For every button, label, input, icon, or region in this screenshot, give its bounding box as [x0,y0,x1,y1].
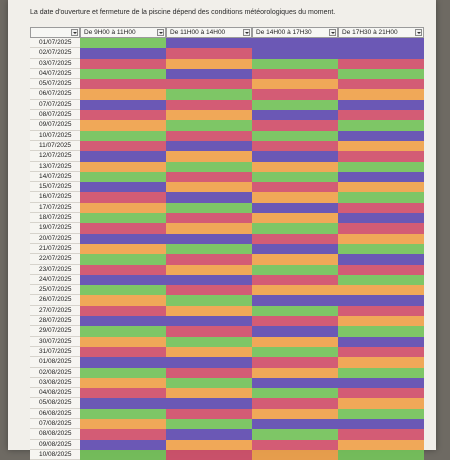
slot-cell [166,120,252,130]
slot-cell [166,203,252,213]
slot-cell [166,440,252,450]
slot-cell [252,450,338,460]
table-row [30,450,424,460]
date-cell: 09/07/2025 [30,120,80,130]
slot-cell [80,141,166,151]
date-cell: 22/07/2025 [30,254,80,264]
slot-cell [166,378,252,388]
table-row [30,79,424,89]
slot-cell [80,368,166,378]
slot-cell [166,265,252,275]
slot-cell [80,69,166,79]
slot-cell [252,368,338,378]
slot-cell [338,79,424,89]
slot-cell [166,79,252,89]
date-cell: 05/07/2025 [30,79,80,89]
slot-cell [166,388,252,398]
slot-cell [80,440,166,450]
slot-cell [338,110,424,120]
date-cell: 05/08/2025 [30,398,80,408]
date-cell: 27/07/2025 [30,306,80,316]
slot-cell [338,429,424,439]
slot-cell [80,378,166,388]
date-cell: 23/07/2025 [30,265,80,275]
table-row [30,151,424,161]
pool-hours-notice: La date d'ouverture et fermeture de la piscine dépend des conditions météorologiques du moment. [30,9,336,16]
date-cell: 13/07/2025 [30,162,80,172]
slot-cell [338,131,424,141]
slot-cell [80,89,166,99]
slot-cell [252,254,338,264]
slot-cell [252,378,338,388]
slot-cell [166,89,252,99]
slot-cell [338,337,424,347]
slot-cell [252,316,338,326]
slot-cell [166,347,252,357]
slot-cell [80,357,166,367]
date-cell: 28/07/2025 [30,316,80,326]
slot-cell [80,265,166,275]
slot-cell [80,306,166,316]
slot-cell [166,110,252,120]
table-row [30,69,424,79]
table-row [30,120,424,130]
date-cell: 24/07/2025 [30,275,80,285]
column-header-label: De 11H00 à 14H00 [170,29,226,36]
filter-dropdown-icon[interactable] [329,29,336,36]
slot-cell [252,131,338,141]
table-row [30,326,424,336]
slot-cell [166,295,252,305]
slot-cell [166,234,252,244]
table-row [30,295,424,305]
slot-cell [166,213,252,223]
slot-cell [80,429,166,439]
slot-cell [80,182,166,192]
slot-cell [252,285,338,295]
slot-cell [252,59,338,69]
slot-cell [166,326,252,336]
slot-cell [338,172,424,182]
slot-cell [166,306,252,316]
slot-cell [80,254,166,264]
slot-cell [252,192,338,202]
slot-cell [252,440,338,450]
column-header-slot-1 [80,27,166,38]
date-cell: 02/07/2025 [30,48,80,58]
slot-cell [166,141,252,151]
date-cell: 15/07/2025 [30,182,80,192]
slot-cell [252,409,338,419]
slot-cell [166,69,252,79]
date-cell: 18/07/2025 [30,213,80,223]
table-row [30,141,424,151]
slot-cell [80,162,166,172]
slot-cell [338,192,424,202]
slot-cell [80,203,166,213]
slot-cell [166,192,252,202]
table-row [30,38,424,48]
date-cell: 08/07/2025 [30,110,80,120]
slot-cell [338,265,424,275]
date-cell: 19/07/2025 [30,223,80,233]
slot-cell [338,388,424,398]
table-row [30,275,424,285]
slot-cell [80,213,166,223]
slot-cell [338,285,424,295]
slot-cell [166,357,252,367]
table-row [30,337,424,347]
slot-cell [338,213,424,223]
table-row [30,368,424,378]
date-cell: 12/07/2025 [30,151,80,161]
slot-cell [252,265,338,275]
slot-cell [338,182,424,192]
slot-cell [338,59,424,69]
slot-cell [80,316,166,326]
table-row [30,265,424,275]
table-row [30,357,424,367]
table-row [30,316,424,326]
slot-cell [166,131,252,141]
table-row [30,110,424,120]
slot-cell [252,419,338,429]
slot-cell [338,326,424,336]
slot-cell [252,69,338,79]
slot-cell [252,213,338,223]
slot-cell [338,316,424,326]
slot-cell [252,110,338,120]
slot-cell [338,295,424,305]
slot-cell [80,295,166,305]
slot-cell [338,151,424,161]
slot-cell [80,337,166,347]
slot-cell [252,234,338,244]
slot-cell [338,275,424,285]
slot-cell [80,172,166,182]
date-cell: 25/07/2025 [30,285,80,295]
date-cell: 02/08/2025 [30,368,80,378]
table-row [30,244,424,254]
slot-cell [338,120,424,130]
slot-cell [80,223,166,233]
slot-cell [166,275,252,285]
slot-cell [338,162,424,172]
slot-cell [252,151,338,161]
date-cell: 07/07/2025 [30,100,80,110]
slot-cell [252,357,338,367]
slot-cell [338,254,424,264]
slot-cell [338,357,424,367]
schedule-table [30,27,424,460]
date-cell: 08/08/2025 [30,429,80,439]
slot-cell [80,409,166,419]
date-cell: 01/07/2025 [30,38,80,48]
slot-cell [80,120,166,130]
slot-cell [166,244,252,254]
slot-cell [80,419,166,429]
column-header-slot-3 [252,27,338,38]
date-cell: 21/07/2025 [30,244,80,254]
slot-cell [166,429,252,439]
date-cell: 03/07/2025 [30,59,80,69]
printed-page [8,0,436,458]
date-cell: 04/08/2025 [30,388,80,398]
slot-cell [80,450,166,460]
slot-cell [80,79,166,89]
slot-cell [338,347,424,357]
date-cell: 04/07/2025 [30,69,80,79]
slot-cell [252,38,338,48]
table-row [30,306,424,316]
date-column-header [30,27,80,38]
slot-cell [80,244,166,254]
slot-cell [80,275,166,285]
slot-cell [252,79,338,89]
table-row [30,162,424,172]
slot-cell [338,234,424,244]
date-cell: 29/07/2025 [30,326,80,336]
slot-cell [166,48,252,58]
slot-cell [338,38,424,48]
slot-cell [80,347,166,357]
date-cell: 07/08/2025 [30,419,80,429]
table-row [30,347,424,357]
slot-cell [338,141,424,151]
slot-cell [80,388,166,398]
slot-cell [80,131,166,141]
date-cell: 06/08/2025 [30,409,80,419]
date-cell: 09/08/2025 [30,440,80,450]
slot-cell [252,100,338,110]
table-row [30,100,424,110]
slot-cell [166,59,252,69]
table-row [30,203,424,213]
slot-cell [166,151,252,161]
filter-dropdown-icon[interactable] [71,29,78,36]
table-row [30,182,424,192]
slot-cell [338,368,424,378]
slot-cell [80,48,166,58]
slot-cell [252,388,338,398]
slot-cell [252,223,338,233]
slot-cell [338,398,424,408]
slot-cell [166,162,252,172]
slot-cell [166,172,252,182]
filter-dropdown-icon[interactable] [243,29,250,36]
column-header-label: De 14H00 à 17H30 [256,29,312,36]
slot-cell [338,450,424,460]
slot-cell [252,306,338,316]
table-row [30,398,424,408]
slot-cell [80,110,166,120]
date-cell: 06/07/2025 [30,89,80,99]
slot-cell [338,409,424,419]
table-row [30,234,424,244]
date-cell: 14/07/2025 [30,172,80,182]
table-row [30,378,424,388]
filter-dropdown-icon[interactable] [415,29,422,36]
slot-cell [252,48,338,58]
table-row [30,89,424,99]
table-row [30,48,424,58]
slot-cell [252,89,338,99]
slot-cell [338,48,424,58]
slot-cell [252,326,338,336]
date-cell: 16/07/2025 [30,192,80,202]
date-cell: 10/07/2025 [30,131,80,141]
slot-cell [80,59,166,69]
slot-cell [166,182,252,192]
slot-cell [166,409,252,419]
table-row [30,388,424,398]
slot-cell [252,203,338,213]
slot-cell [80,398,166,408]
slot-cell [252,275,338,285]
date-cell: 30/07/2025 [30,337,80,347]
date-cell: 17/07/2025 [30,203,80,213]
slot-cell [338,89,424,99]
table-header [30,27,424,38]
filter-dropdown-icon[interactable] [157,29,164,36]
slot-cell [166,419,252,429]
slot-cell [166,337,252,347]
slot-cell [252,172,338,182]
slot-cell [252,141,338,151]
slot-cell [80,326,166,336]
slot-cell [338,306,424,316]
slot-cell [166,100,252,110]
slot-cell [338,378,424,388]
table-row [30,192,424,202]
slot-cell [252,120,338,130]
date-cell: 03/08/2025 [30,378,80,388]
table-row [30,172,424,182]
column-header-slot-4 [338,27,424,38]
slot-cell [252,182,338,192]
column-header-label: De 9H00 à 11H00 [84,29,136,36]
slot-cell [252,337,338,347]
slot-cell [80,285,166,295]
table-body [30,38,424,460]
table-row [30,409,424,419]
date-cell: 26/07/2025 [30,295,80,305]
table-row [30,59,424,69]
slot-cell [338,223,424,233]
slot-cell [166,398,252,408]
date-cell: 10/08/2025 [30,450,80,460]
slot-cell [166,254,252,264]
slot-cell [252,295,338,305]
slot-cell [166,316,252,326]
slot-cell [166,368,252,378]
date-cell: 11/07/2025 [30,141,80,151]
slot-cell [252,162,338,172]
column-header-slot-2 [166,27,252,38]
slot-cell [338,440,424,450]
slot-cell [252,429,338,439]
table-row [30,440,424,450]
table-row [30,419,424,429]
slot-cell [80,38,166,48]
slot-cell [80,100,166,110]
table-row [30,213,424,223]
slot-cell [338,100,424,110]
table-row [30,285,424,295]
slot-cell [338,69,424,79]
table-row [30,254,424,264]
slot-cell [252,398,338,408]
slot-cell [166,223,252,233]
table-row [30,429,424,439]
slot-cell [166,450,252,460]
table-row [30,131,424,141]
slot-cell [80,151,166,161]
date-cell: 31/07/2025 [30,347,80,357]
slot-cell [252,347,338,357]
table-row [30,223,424,233]
date-cell: 01/08/2025 [30,357,80,367]
slot-cell [338,203,424,213]
slot-cell [80,192,166,202]
slot-cell [166,285,252,295]
slot-cell [338,244,424,254]
slot-cell [166,38,252,48]
slot-cell [80,234,166,244]
date-cell: 20/07/2025 [30,234,80,244]
column-header-label: De 17H30 à 21H00 [342,29,398,36]
slot-cell [252,244,338,254]
slot-cell [338,419,424,429]
